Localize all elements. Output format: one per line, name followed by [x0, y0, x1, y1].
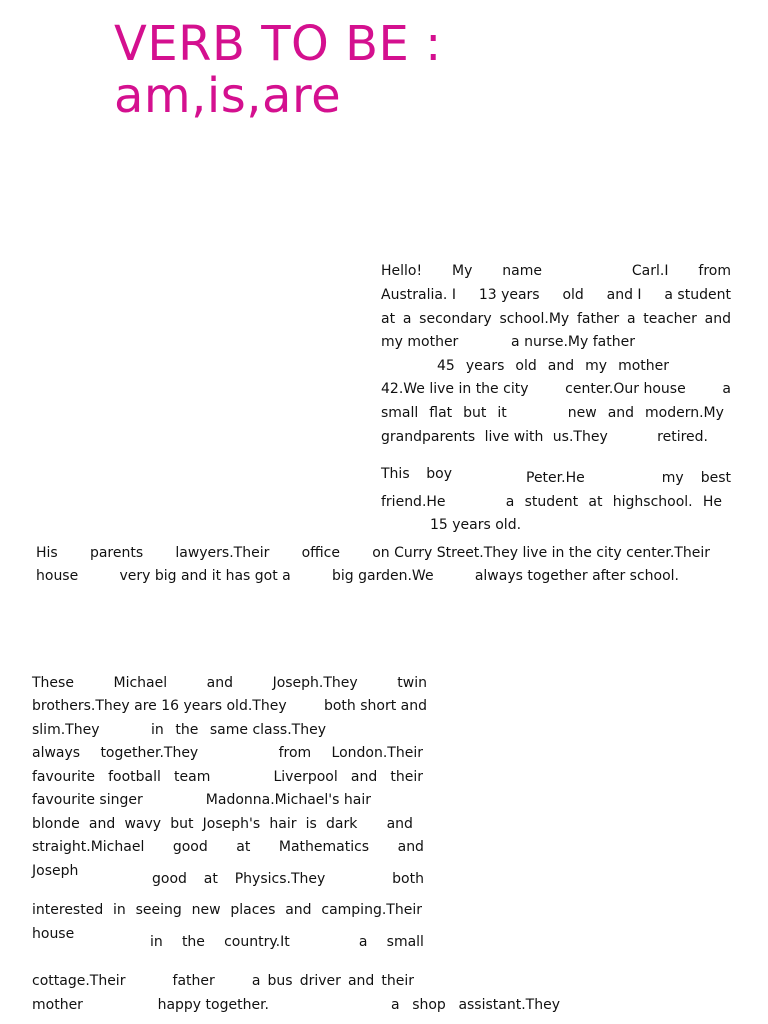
word: new [567, 405, 597, 421]
word: a [626, 311, 636, 327]
word: and [88, 816, 116, 832]
word: team [174, 769, 211, 785]
word: favourite [32, 769, 95, 785]
word: good [152, 871, 187, 887]
word: boy [426, 466, 452, 482]
word: This [381, 466, 410, 482]
word: hair [269, 816, 297, 832]
word: on Curry Street.They live in the city center.Their [372, 545, 710, 561]
word: in [151, 722, 164, 738]
word: their [381, 973, 414, 989]
page-title [114, 18, 442, 122]
word: driver [299, 973, 341, 989]
text-line [32, 925, 74, 943]
word: school.My [499, 311, 570, 327]
word: same class.They [209, 722, 326, 738]
word: office [301, 545, 340, 561]
word: twin [397, 675, 427, 691]
word: both short and [323, 698, 427, 714]
word: Mathematics [278, 839, 370, 855]
word: highschool. [612, 494, 693, 510]
word: favourite singer [32, 792, 143, 808]
word: from [698, 263, 731, 279]
word: Australia. I [381, 287, 456, 303]
word: My [452, 263, 473, 279]
word: Madonna.Michael's hair [205, 792, 371, 808]
word: and [386, 816, 413, 832]
word: us.They [552, 429, 608, 445]
word: mother [618, 358, 669, 374]
word: Carl.I [631, 263, 669, 279]
word: blonde [32, 816, 80, 832]
word: is [305, 816, 317, 832]
word: small [386, 934, 424, 950]
text-line [32, 697, 427, 715]
word: His [36, 545, 58, 561]
word: camping.Their [321, 902, 422, 918]
word: and [206, 675, 234, 691]
text-line [430, 516, 521, 534]
word: very big and it has got a [119, 568, 291, 584]
word: a [402, 311, 412, 327]
text-line [381, 428, 708, 446]
text-line [36, 567, 679, 585]
word: London.Their [331, 745, 423, 761]
word: secondary [419, 311, 492, 327]
word: the [181, 934, 205, 950]
word: and [547, 358, 575, 374]
word: These [32, 675, 74, 691]
text-line [381, 404, 724, 422]
text-line [32, 862, 78, 880]
word: big garden.We [332, 568, 434, 584]
text-line [32, 791, 371, 809]
word: brothers.They are 16 years old.They [32, 698, 287, 714]
text-line [381, 286, 731, 304]
word: at [381, 311, 396, 327]
word: years [465, 358, 505, 374]
text-line [381, 262, 731, 280]
text-line [32, 721, 326, 739]
word: and [350, 769, 378, 785]
word: 45 [437, 358, 455, 374]
word: and [704, 311, 731, 327]
word: always [32, 745, 81, 761]
word: mother [32, 997, 83, 1013]
word: slim.They [32, 722, 100, 738]
word: Peter.He [526, 470, 585, 486]
word: 15 years old. [430, 517, 522, 533]
word: interested [32, 902, 104, 918]
word: 42.We live in the city [381, 381, 529, 397]
word: Liverpool [273, 769, 338, 785]
text-line [381, 380, 731, 398]
word: modern.My [645, 405, 724, 421]
text-line [32, 768, 423, 786]
title-line-1: VERB TO BE : [114, 16, 442, 72]
word: from [278, 745, 312, 761]
text-line [381, 333, 635, 351]
word: always together after school. [474, 568, 679, 584]
word: father [576, 311, 620, 327]
word: a [391, 997, 400, 1013]
word: flat [429, 405, 453, 421]
word: old [562, 287, 584, 303]
word: at [203, 871, 218, 887]
text-line [381, 465, 452, 483]
word: center.Our house [565, 381, 686, 397]
word: bus [267, 973, 293, 989]
word: assistant.They [458, 997, 560, 1013]
word: a nurse.My father [511, 334, 635, 350]
word: the [175, 722, 199, 738]
word: teacher [643, 311, 697, 327]
word: my mother [381, 334, 459, 350]
word: together.They [100, 745, 199, 761]
text-line [32, 901, 422, 919]
text-line [391, 996, 560, 1014]
word: at [236, 839, 251, 855]
word: dark [326, 816, 358, 832]
word: but [463, 405, 487, 421]
word: old [515, 358, 537, 374]
text-line [32, 838, 424, 856]
word: live with [484, 429, 544, 445]
word: a [251, 973, 261, 989]
text-line [32, 996, 269, 1014]
word: retired. [657, 429, 708, 445]
word: my [585, 358, 608, 374]
word: football [108, 769, 161, 785]
word: happy together. [157, 997, 269, 1013]
word: parents [89, 545, 144, 561]
word: places [230, 902, 276, 918]
word: in [150, 934, 163, 950]
text-line [150, 933, 424, 951]
word: and I [606, 287, 642, 303]
word: new [191, 902, 221, 918]
word: in [113, 902, 126, 918]
word: it [497, 405, 507, 421]
word: Michael [113, 675, 168, 691]
word: and [397, 839, 424, 855]
word: name [502, 263, 542, 279]
word: straight.Michael [32, 839, 145, 855]
word: both [392, 871, 424, 887]
word: small [381, 405, 419, 421]
word: good [172, 839, 208, 855]
word: but [170, 816, 194, 832]
word: Joseph [32, 863, 79, 879]
text-line [526, 469, 731, 487]
word: and [607, 405, 635, 421]
word: a [722, 381, 731, 397]
word: shop [412, 997, 446, 1013]
word: house [36, 568, 79, 584]
title-line-2: am,is,are [114, 68, 342, 124]
word: a student [664, 287, 731, 303]
text-line [381, 310, 731, 328]
word: seeing [135, 902, 182, 918]
word: a [358, 934, 368, 950]
word: Physics.They [234, 871, 326, 887]
word: their [390, 769, 423, 785]
text-line [381, 493, 722, 511]
text-line [32, 744, 423, 762]
word: friend.He [381, 494, 446, 510]
text-line [437, 357, 669, 375]
word: wavy [124, 816, 162, 832]
word: my [661, 470, 684, 486]
word: Joseph's [202, 816, 261, 832]
text-line [32, 815, 413, 833]
word: grandparents [381, 429, 476, 445]
text-line [32, 674, 427, 692]
word: student [524, 494, 579, 510]
word: father [172, 973, 215, 989]
word: a [505, 494, 515, 510]
word: best [700, 470, 731, 486]
word: Hello! [381, 263, 423, 279]
text-line [36, 544, 710, 562]
text-line [32, 972, 414, 990]
text-line [152, 870, 424, 888]
word: house [32, 926, 75, 942]
word: lawyers.Their [175, 545, 270, 561]
word: 13 years [478, 287, 540, 303]
word: cottage.Their [32, 973, 126, 989]
word: country.It [224, 934, 290, 950]
word: at [588, 494, 603, 510]
word: Joseph.They [272, 675, 358, 691]
word: and [285, 902, 312, 918]
word: and [347, 973, 375, 989]
word: He [702, 494, 722, 510]
